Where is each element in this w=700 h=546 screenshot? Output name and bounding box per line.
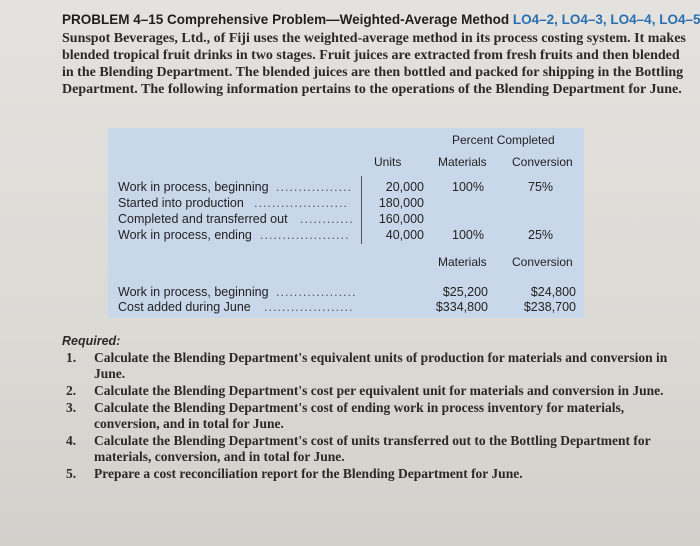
problem-intro: Sunspot Beverages, Ltd., of Fiji uses the weighted-average method in its process costing system. It makes blended tropical fruit drinks in two stages. Fruit juices are extracted from fresh fruits and then blended in the Blending Department. The blended juices are then bottled and packed for shipping in the Bottling Department. The following information pertains to the operations of the Blending Department for June. <box>62 31 686 97</box>
cost-row-label: Cost added during June <box>118 300 251 314</box>
item-text: Calculate the Blending Department's cost of units transferred out to the Bottling Department for materials, conversion, and in total for June. <box>94 433 651 464</box>
item-number: 2. <box>66 383 77 398</box>
table-row-label: Started into production <box>118 196 244 210</box>
leader-dots: ..................... <box>254 196 348 210</box>
item-number: 5. <box>66 466 77 481</box>
table-row-label: Work in process, ending <box>118 228 252 242</box>
table-row-materials: 100% <box>452 228 484 242</box>
item-text: Calculate the Blending Department's cost per equivalent unit for materials and conversion in June. <box>94 383 664 398</box>
list-item <box>62 383 690 399</box>
percent-completed-header: Percent Completed <box>452 133 555 147</box>
required-section <box>62 333 690 482</box>
table-row-conversion: 75% <box>528 180 554 194</box>
problem-title <box>62 12 700 27</box>
cost-row-conversion: $238,700 <box>523 300 576 314</box>
table-row-conversion: 25% <box>528 228 554 242</box>
cost-row-label: Work in process, beginning <box>118 285 269 299</box>
cost-conversion-header: Conversion <box>512 255 573 269</box>
materials-header: Materials <box>438 155 487 169</box>
item-text: Prepare a cost reconciliation report for the Blending Department for June. <box>94 466 523 481</box>
problem-label: PROBLEM 4–15 Comprehensive Problem—Weighted-Average Method <box>62 12 510 27</box>
leader-dots: ................. <box>276 180 353 194</box>
item-text: Calculate the Blending Department's equivalent units of production for materials and conversion in June. <box>94 350 668 381</box>
item-number: 1. <box>66 350 77 365</box>
table-row-units: 180,000 <box>378 196 424 210</box>
list-item <box>62 350 690 382</box>
cost-row-materials: $334,800 <box>435 300 488 314</box>
units-header: Units <box>374 155 402 169</box>
table-row-label: Work in process, beginning <box>118 180 269 194</box>
required-heading: Required: <box>62 334 121 348</box>
item-text: Calculate the Blending Department's cost of ending work in process inventory for materials, conversion, and in total for June. <box>94 400 625 431</box>
cost-row-conversion: $24,800 <box>530 285 576 299</box>
cost-row-materials: $25,200 <box>442 285 488 299</box>
table-row-units: 40,000 <box>385 228 424 242</box>
table-row-label: Completed and transferred out <box>118 212 288 226</box>
table-row-units: 20,000 <box>385 180 424 194</box>
list-item <box>62 433 690 465</box>
table-row-units: 160,000 <box>378 212 424 226</box>
list-item <box>62 400 690 432</box>
list-item <box>62 466 690 482</box>
item-number: 4. <box>66 433 77 448</box>
table-row-materials: 100% <box>452 180 484 194</box>
leader-dots: .................... <box>260 228 350 242</box>
leader-dots: .................... <box>264 300 354 314</box>
item-number: 3. <box>66 400 77 415</box>
learning-objectives: LO4–2, LO4–3, LO4–4, LO4–5 <box>512 12 700 27</box>
conversion-header: Conversion <box>512 155 573 169</box>
leader-dots: ............ <box>300 212 354 226</box>
leader-dots: .................. <box>276 285 357 299</box>
data-table <box>108 128 584 318</box>
cost-materials-header: Materials <box>438 255 487 269</box>
